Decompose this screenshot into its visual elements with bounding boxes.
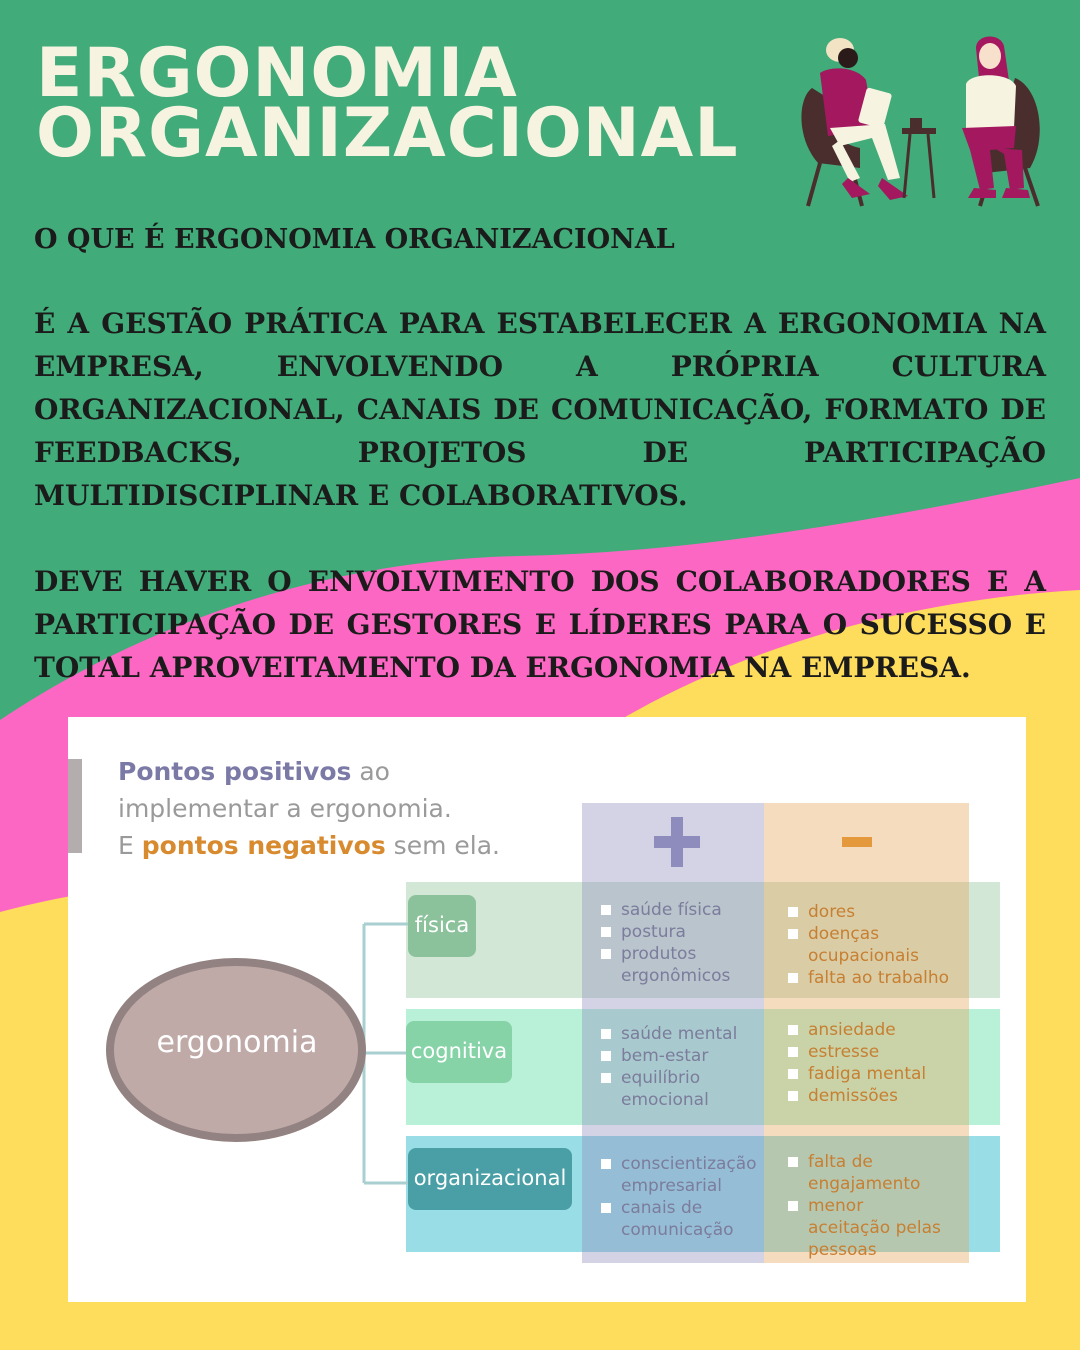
definition-paragraph: É A GESTÃO PRÁTICA PARA ESTABELECER A ERGONOMIA NA EMPRESA, ENVOLVENDO A PRÓPRIA CULTURA ORGANIZACIONAL, CANAIS DE COMUNICAÇÃO, FORMATO DE FEEDBACKS, PROJETOS DE PARTICIPAÇÃO MULTIDISCIPLINAR E COLABORATIVOS. (34, 307, 1046, 512)
list-item: canais de comunicação (601, 1197, 726, 1241)
title-accent-bar (68, 759, 82, 853)
list-item: postura (601, 921, 751, 943)
title-text-c: E (118, 831, 142, 860)
category-fisica: física (408, 895, 476, 957)
positives-organizacional (601, 1153, 761, 1241)
list-item: bem-estar (601, 1045, 751, 1067)
list-item: produtos ergonômicos (601, 943, 721, 987)
title-text-b: implementar a ergonomia. (118, 794, 452, 823)
negatives-cognitiva (788, 1019, 963, 1107)
category-organizacional: organizacional (408, 1148, 572, 1210)
two-women-conversation-icon (790, 28, 1060, 213)
title-positives: Pontos positivos (118, 757, 352, 786)
list-item: dores (788, 901, 963, 923)
list-item: ansiedade (788, 1019, 963, 1041)
ergonomia-diagram (68, 717, 1026, 1302)
positives-cognitiva (601, 1023, 751, 1111)
title-line-2: ORGANIZACIONAL (36, 94, 739, 173)
list-item: saúde mental (601, 1023, 751, 1045)
category-cognitiva: cognitiva (406, 1021, 512, 1083)
negatives-organizacional (788, 1151, 953, 1261)
list-item: equilíbrio emocional (601, 1067, 721, 1111)
positives-fisica (601, 899, 751, 987)
title-text-a: ao (351, 757, 390, 786)
list-item: fadiga mental (788, 1063, 963, 1085)
list-item: falta de engajamento (788, 1151, 908, 1195)
involvement-paragraph: DEVE HAVER O ENVOLVIMENTO DOS COLABORADORES E A PARTICIPAÇÃO DE GESTORES E LÍDERES PARA O SUCESSO E TOTAL APROVEITAMENTO DA ERGONOMIA NA EMPRESA. (34, 565, 1046, 684)
list-item: conscientização empresarial (601, 1153, 751, 1197)
list-item: falta ao trabalho (788, 967, 963, 989)
list-item: menor aceitação pelas pessoas (788, 1195, 948, 1261)
page-title (36, 34, 739, 173)
list-item: saúde física (601, 899, 751, 921)
diagram-title (118, 753, 500, 864)
section-heading: O QUE É ERGONOMIA ORGANIZACIONAL (34, 224, 675, 255)
negatives-fisica (788, 901, 963, 989)
title-text-d: sem ela. (385, 831, 500, 860)
title-line-1: ERGONOMIA (36, 34, 518, 113)
list-item: doenças ocupacionais (788, 923, 928, 967)
title-negatives: pontos negativos (141, 831, 386, 860)
list-item: estresse (788, 1041, 963, 1063)
plus-sign-h (654, 836, 700, 848)
list-item: demissões (788, 1085, 963, 1107)
minus-sign (842, 837, 872, 847)
center-label: ergonomia (156, 1025, 318, 1060)
